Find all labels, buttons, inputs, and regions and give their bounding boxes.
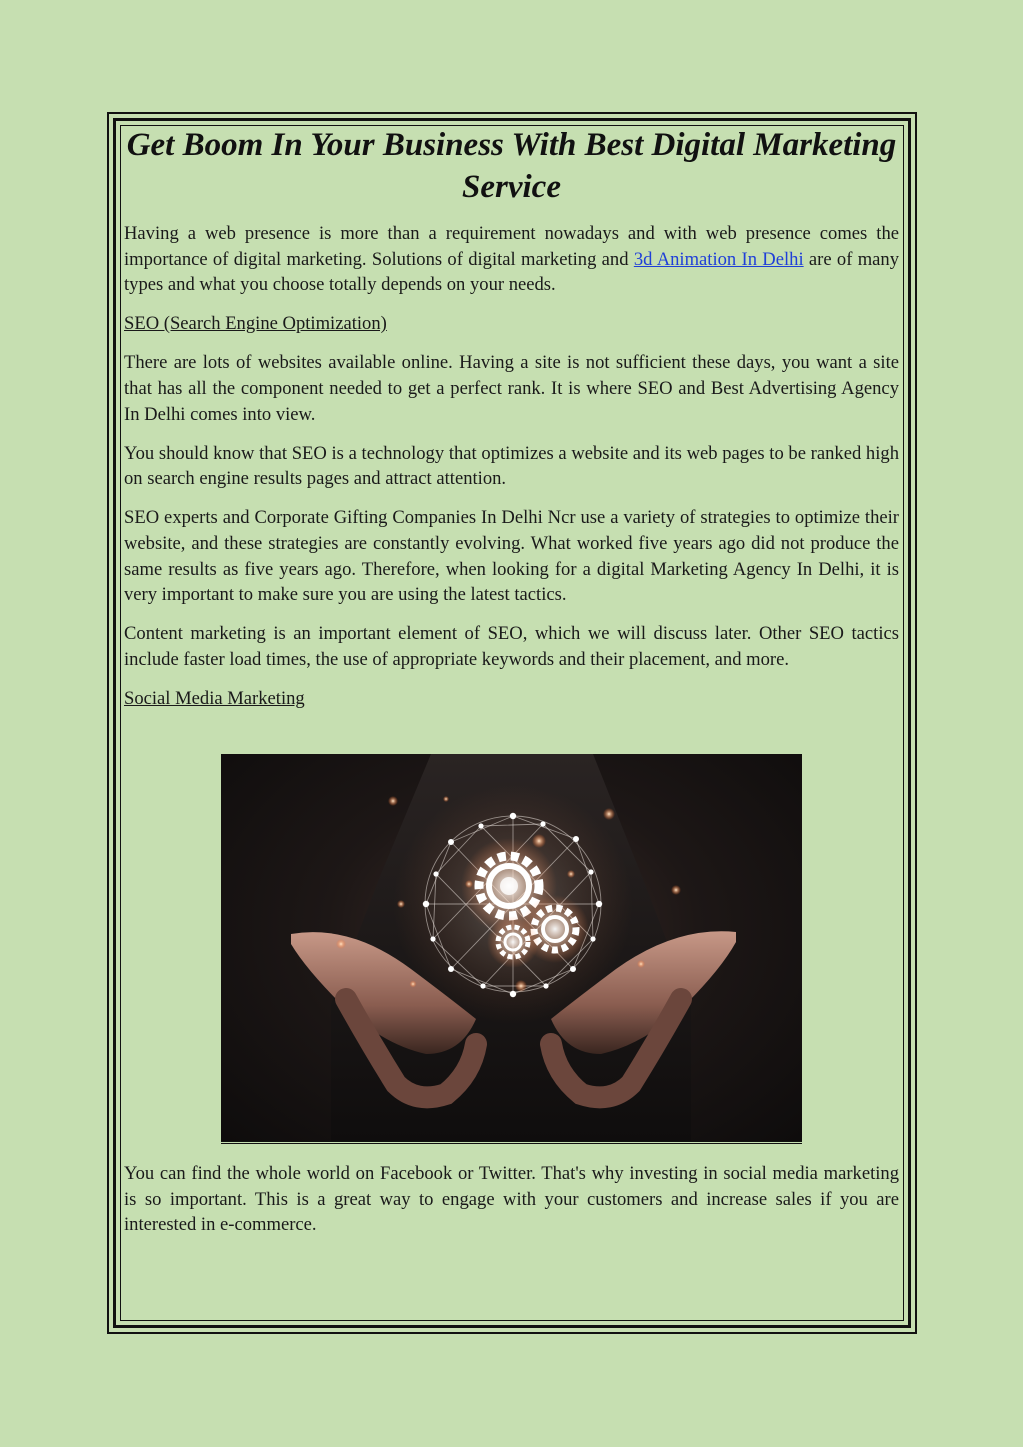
closing-section bbox=[124, 1161, 899, 1238]
social-media-section-heading: Social Media Marketing bbox=[124, 687, 305, 709]
animation-delhi-link[interactable]: 3d Animation In Delhi bbox=[633, 248, 804, 270]
seo-paragraph: You should know that SEO is a technology that optimizes a website and its web pages to be ranked high on search engine results pages and attract attention. bbox=[124, 442, 899, 490]
document-body bbox=[124, 124, 899, 712]
intro-text-after-link: are of many types and what you choose totally depends on your needs. bbox=[124, 248, 900, 296]
seo-section-heading: SEO (Search Engine Optimization) bbox=[124, 313, 387, 335]
seo-paragraph: Content marketing is an important element of SEO, which we will discuss later. Other SEO tactics include faster load times, the use of appropriate keywords and their placement, and more. bbox=[124, 623, 899, 670]
illustration-svg bbox=[221, 754, 802, 1141]
intro-paragraph bbox=[124, 221, 899, 298]
hands-holding-gears-network-icon bbox=[221, 754, 802, 1141]
intro-text-before-link: Having a web presence is more than a requirement nowadays and with web presence comes the importance of digital marketing. Solutions of digital marketing and bbox=[124, 223, 899, 270]
gear-icon bbox=[487, 916, 539, 968]
figure-underline bbox=[221, 1141, 802, 1144]
page-title: Get Boom In Your Business With Best Digital Marketing Service bbox=[126, 127, 897, 205]
closing-paragraph: You can find the whole world on Facebook or Twitter. That's why investing in social media marketing is so important. This is a great way to engage with your customers and increase sales if you are interested in e-commerce. bbox=[124, 1163, 899, 1236]
seo-paragraph: SEO experts and Corporate Gifting Companies In Delhi Ncr use a variety of strategies to optimize their website, and these strategies are constantly evolving. What worked five years ago did not produce the same results as five years ago. Therefore, when looking for a digital Marketing Agency In Delhi, it is very important to make sure you are using the latest tactics. bbox=[124, 507, 899, 606]
seo-paragraph: There are lots of websites available online. Having a site is not sufficient these days, you want a site that has all the component needed to get a perfect rank. It is where SEO and Best Advertising Agency In Delhi comes into view. bbox=[124, 352, 899, 425]
